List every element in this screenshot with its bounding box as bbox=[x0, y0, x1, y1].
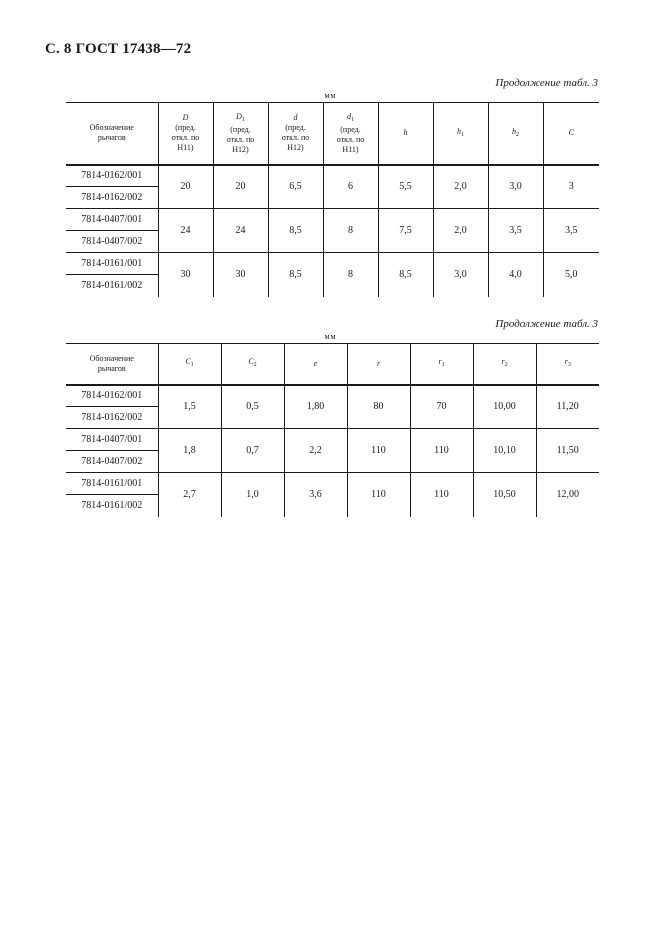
column-symbol: d bbox=[347, 111, 351, 121]
column-subscript: 1 bbox=[190, 362, 194, 369]
designation-cell: 7814-0162/002 bbox=[66, 407, 158, 429]
value-cell: 11,50 bbox=[536, 429, 599, 473]
column-symbol: h bbox=[457, 126, 461, 136]
value-cell: 1,8 bbox=[158, 429, 221, 473]
column-subscript: 1 bbox=[441, 362, 445, 369]
value-cell: 110 bbox=[410, 429, 473, 473]
designation-cell: 7814-0162/002 bbox=[66, 187, 158, 209]
value-cell: 30 bbox=[158, 253, 213, 297]
column-symbol: D bbox=[236, 111, 242, 121]
value-cell: 8,5 bbox=[268, 253, 323, 297]
value-cell: 5,5 bbox=[378, 165, 433, 209]
value-cell: 12,00 bbox=[536, 473, 599, 517]
value-cell: 6,5 bbox=[268, 165, 323, 209]
designation-cell: 7814-0407/002 bbox=[66, 231, 158, 253]
value-cell: 3,0 bbox=[488, 165, 543, 209]
column-symbol: h bbox=[512, 126, 516, 136]
column-symbol: C bbox=[248, 357, 254, 367]
table-row bbox=[66, 253, 599, 275]
column-header bbox=[221, 344, 284, 385]
column-symbol: r bbox=[438, 357, 442, 367]
column-symbol: C bbox=[568, 128, 574, 138]
designation-cell: 7814-0162/001 bbox=[81, 170, 143, 182]
designation-header: Обозначение рычагов bbox=[66, 103, 158, 165]
value-cell: 110 bbox=[410, 473, 473, 517]
value-cell: 7,5 bbox=[378, 209, 433, 253]
value-cell: 10,00 bbox=[473, 385, 536, 429]
value-cell: 80 bbox=[347, 385, 410, 429]
designation-cell: 7814-0161/001 bbox=[66, 473, 158, 495]
column-subscript: 1 bbox=[351, 116, 354, 123]
column-header bbox=[158, 344, 221, 385]
value-cell: 4,0 bbox=[488, 253, 543, 297]
table1-header-row bbox=[66, 103, 599, 165]
column-header bbox=[347, 344, 410, 385]
column-header bbox=[473, 344, 536, 385]
tolerance-note: откл. по bbox=[226, 134, 255, 144]
designation-cell: 7814-0161/002 bbox=[66, 495, 158, 517]
column-subscript: 2 bbox=[516, 131, 519, 138]
value-cell: 3,5 bbox=[543, 209, 599, 253]
tolerance-note: H12) bbox=[232, 144, 249, 154]
tolerance-note: H12) bbox=[287, 143, 304, 153]
value-cell: 0,5 bbox=[221, 385, 284, 429]
column-header bbox=[284, 344, 347, 385]
designation-cell: 7814-0161/001 bbox=[66, 253, 158, 275]
value-cell: 6 bbox=[323, 165, 378, 209]
column-header bbox=[323, 103, 378, 165]
value-cell: 11,20 bbox=[536, 385, 599, 429]
table1-continuation-label: Продолжение табл. 3 bbox=[495, 77, 598, 89]
tolerance-note: (пред. bbox=[175, 123, 196, 133]
designation-header: Обозначение рычагов bbox=[66, 344, 158, 385]
tolerance-note: откл. по bbox=[171, 133, 200, 143]
column-header bbox=[433, 103, 488, 165]
column-symbol: e bbox=[313, 358, 318, 368]
value-cell: 5,0 bbox=[543, 253, 599, 297]
designation-cell: 7814-0407/001 bbox=[66, 209, 158, 231]
value-cell: 110 bbox=[347, 429, 410, 473]
column-header bbox=[488, 103, 543, 165]
designation-cell: 7814-0162/001 bbox=[81, 390, 143, 402]
column-header bbox=[536, 344, 599, 385]
table-row bbox=[66, 429, 599, 451]
column-symbol: h bbox=[403, 128, 408, 138]
value-cell: 1,0 bbox=[221, 473, 284, 517]
value-cell: 8,5 bbox=[378, 253, 433, 297]
value-cell: 0,7 bbox=[221, 429, 284, 473]
tolerance-note: откл. по bbox=[336, 134, 365, 144]
value-cell: 30 bbox=[213, 253, 268, 297]
value-cell: 8 bbox=[323, 209, 378, 253]
value-cell: 3 bbox=[543, 165, 599, 209]
column-symbol: d bbox=[293, 113, 298, 123]
column-header bbox=[543, 103, 599, 165]
value-cell: 2,2 bbox=[284, 429, 347, 473]
value-cell: 8 bbox=[323, 253, 378, 297]
table2 bbox=[66, 343, 599, 517]
column-subscript: 2 bbox=[504, 362, 508, 369]
table1-unit-label: мм bbox=[324, 91, 337, 100]
value-cell: 3,5 bbox=[488, 209, 543, 253]
column-symbol: r bbox=[564, 357, 568, 367]
column-symbol: r bbox=[376, 358, 381, 368]
value-cell: 20 bbox=[158, 165, 213, 209]
table-row bbox=[66, 385, 599, 407]
value-cell: 1,5 bbox=[158, 385, 221, 429]
value-cell: 8,5 bbox=[268, 209, 323, 253]
column-header bbox=[213, 103, 268, 165]
table2-continuation-label: Продолжение табл. 3 bbox=[495, 318, 598, 330]
column-subscript: 1 bbox=[241, 116, 245, 123]
value-cell: 70 bbox=[410, 385, 473, 429]
column-symbol: r bbox=[501, 357, 505, 367]
designation-cell: 7814-0161/002 bbox=[66, 275, 158, 297]
designation-cell: 7814-0407/002 bbox=[66, 451, 158, 473]
column-subscript: 1 bbox=[461, 131, 464, 138]
table1 bbox=[66, 102, 599, 297]
table2-unit-label: мм bbox=[324, 332, 337, 341]
table-row bbox=[66, 165, 599, 187]
designation-cell: 7814-0407/001 bbox=[66, 429, 158, 451]
value-cell: 20 bbox=[213, 165, 268, 209]
column-subscript: 2 bbox=[253, 362, 257, 369]
value-cell: 2,7 bbox=[158, 473, 221, 517]
column-symbol: C bbox=[185, 357, 191, 367]
column-header bbox=[268, 103, 323, 165]
value-cell: 3,6 bbox=[284, 473, 347, 517]
tolerance-note: (пред. bbox=[340, 124, 361, 134]
table-row bbox=[66, 209, 599, 231]
column-header bbox=[158, 103, 213, 165]
tolerance-note: (пред. bbox=[285, 123, 306, 133]
column-header bbox=[410, 344, 473, 385]
value-cell: 1,80 bbox=[284, 385, 347, 429]
value-cell: 110 bbox=[347, 473, 410, 517]
value-cell: 10,10 bbox=[473, 429, 536, 473]
tolerance-note: (пред. bbox=[230, 124, 251, 134]
tolerance-note: откл. по bbox=[281, 133, 310, 143]
value-cell: 2,0 bbox=[433, 165, 488, 209]
value-cell: 2,0 bbox=[433, 209, 488, 253]
value-cell: 10,50 bbox=[473, 473, 536, 517]
column-subscript: 3 bbox=[567, 362, 571, 369]
value-cell: 24 bbox=[213, 209, 268, 253]
column-header bbox=[378, 103, 433, 165]
tolerance-note: H11) bbox=[177, 143, 194, 153]
value-cell: 3,0 bbox=[433, 253, 488, 297]
table-row bbox=[66, 473, 599, 495]
column-symbol: D bbox=[182, 113, 189, 123]
page-header: С. 8 ГОСТ 17438—72 bbox=[45, 41, 192, 57]
value-cell: 24 bbox=[158, 209, 213, 253]
table2-header-row bbox=[66, 344, 599, 385]
tolerance-note: H11) bbox=[342, 144, 359, 154]
